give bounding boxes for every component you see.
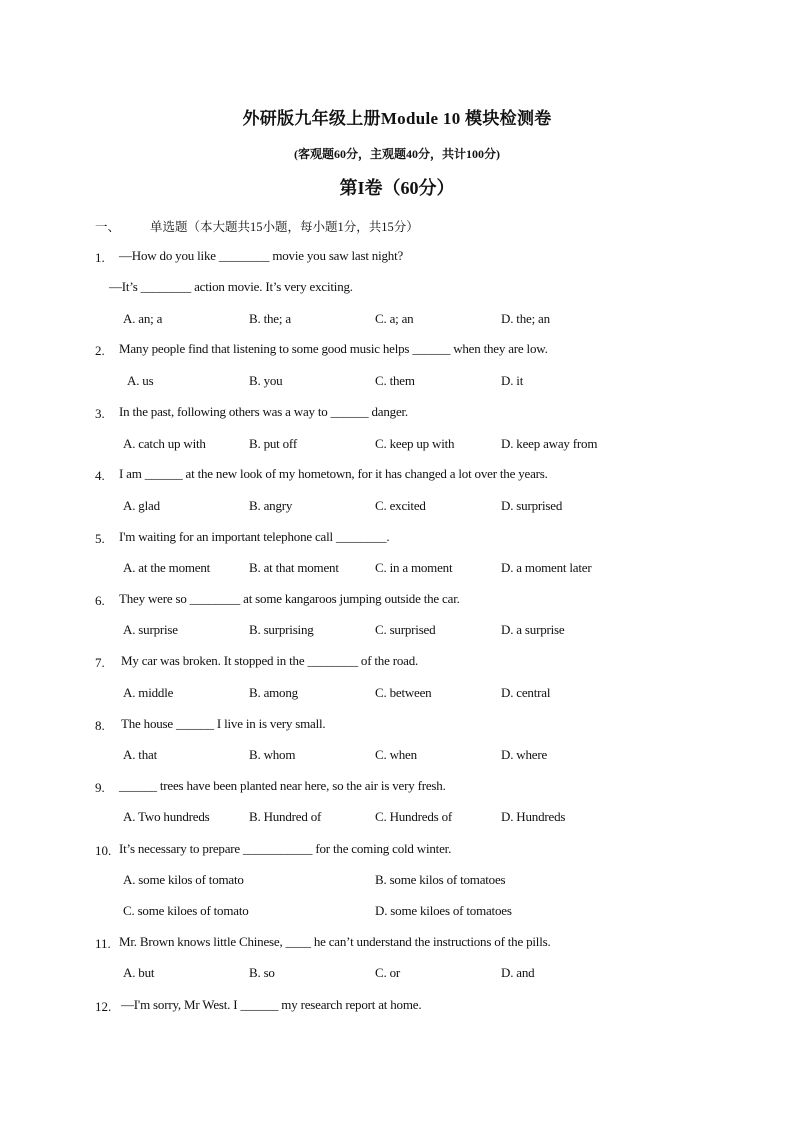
score-distribution: (客观题60分，主观题40分，共计100分) (294, 147, 500, 161)
option-c[interactable]: C. keep up with (375, 436, 455, 451)
option-a[interactable]: A. surprise (123, 622, 178, 637)
question-number: 9. (95, 780, 105, 795)
option-d[interactable]: D. the; an (501, 311, 550, 326)
option-b[interactable]: B. surprising (249, 622, 314, 637)
question-text: I am ______ at the new look of my hometown, for it has changed a lot over the years. (119, 466, 548, 481)
option-b[interactable]: B. at that moment (249, 560, 339, 575)
option-b[interactable]: B. angry (249, 498, 293, 513)
question-text: —I'm sorry, Mr West. I ______ my research report at home. (121, 997, 422, 1012)
option-b[interactable]: B. among (249, 685, 298, 700)
option-c[interactable]: C. excited (375, 498, 426, 513)
option-b[interactable]: B. whom (249, 747, 296, 762)
question-number: 6. (95, 593, 105, 608)
option-d[interactable]: D. keep away from (501, 436, 598, 451)
option-a[interactable]: A. glad (123, 498, 160, 513)
option-a[interactable]: A. middle (123, 685, 174, 700)
option-c[interactable]: C. them (375, 373, 415, 388)
option-c[interactable]: C. in a moment (375, 560, 453, 575)
question-number: 7. (95, 655, 105, 670)
question-text: Many people find that listening to some good music helps ______ when they are low. (119, 341, 548, 356)
question-text: The house ______ I live in is very small. (121, 716, 326, 731)
section-title: 单选题（本大题共15小题，每小题1分，共15分） (150, 220, 419, 234)
option-c[interactable]: C. some kiloes of tomato (123, 903, 249, 918)
question-text: It’s necessary to prepare ___________ for the coming cold winter. (119, 841, 452, 856)
option-d[interactable]: D. central (501, 685, 551, 700)
option-c[interactable]: C. or (375, 965, 401, 980)
option-c[interactable]: C. between (375, 685, 432, 700)
question-text: ______ trees have been planted near here, so the air is very fresh. (119, 778, 446, 793)
option-c[interactable]: C. a; an (375, 311, 414, 326)
part-heading: 第I卷（60分） (339, 178, 455, 198)
exam-title: 外研版九年级上册Module 10 模块检测卷 (242, 109, 552, 128)
question-number: 10. (95, 843, 112, 858)
option-a[interactable]: A. but (123, 965, 155, 980)
section-heading (95, 217, 419, 235)
option-a[interactable]: A. that (123, 747, 157, 762)
option-a[interactable]: A. Two hundreds (123, 809, 210, 824)
option-c[interactable]: C. Hundreds of (375, 809, 452, 824)
question-text: My car was broken. It stopped in the ________ of the road. (121, 653, 419, 668)
option-d[interactable]: D. some kiloes of tomatoes (375, 903, 512, 918)
question-text: In the past, following others was a way to ______ danger. (119, 404, 408, 419)
question-number: 5. (95, 531, 105, 546)
option-a[interactable]: A. some kilos of tomato (123, 872, 244, 887)
question-text: Mr. Brown knows little Chinese, ____ he can’t understand the instructions of the pills. (119, 934, 551, 949)
option-b[interactable]: B. you (249, 373, 283, 388)
option-b[interactable]: B. put off (249, 436, 297, 451)
option-d[interactable]: D. where (501, 747, 548, 762)
option-b[interactable]: B. so (249, 965, 275, 980)
option-b[interactable]: B. the; a (249, 311, 291, 326)
question-text: I'm waiting for an important telephone call ________. (119, 529, 390, 544)
option-a[interactable]: A. at the moment (123, 560, 211, 575)
question-number: 4. (95, 468, 105, 483)
option-c[interactable]: C. surprised (375, 622, 436, 637)
question-number: 8. (95, 718, 105, 733)
option-a[interactable]: A. us (127, 373, 154, 388)
section-number: 一、 (95, 220, 121, 234)
question-text: They were so ________ at some kangaroos jumping outside the car. (119, 591, 460, 606)
option-b[interactable]: B. some kilos of tomatoes (375, 872, 506, 887)
option-b[interactable]: B. Hundred of (249, 809, 322, 824)
question-number: 1. (95, 250, 105, 265)
option-d[interactable]: D. a moment later (501, 560, 592, 575)
question-number: 3. (95, 406, 105, 421)
option-d[interactable]: D. a surprise (501, 622, 565, 637)
question-number: 2. (95, 343, 105, 358)
question-text: —It’s ________ action movie. It’s very exciting. (109, 279, 353, 294)
option-a[interactable]: A. catch up with (123, 436, 206, 451)
option-a[interactable]: A. an; a (123, 311, 163, 326)
option-d[interactable]: D. it (501, 373, 524, 388)
question-number: 12. (95, 999, 112, 1014)
option-d[interactable]: D. and (501, 965, 535, 980)
option-c[interactable]: C. when (375, 747, 417, 762)
option-d[interactable]: D. surprised (501, 498, 563, 513)
question-text: —How do you like ________ movie you saw last night? (119, 248, 404, 263)
question-number: 11. (95, 936, 111, 951)
option-d[interactable]: D. Hundreds (501, 809, 566, 824)
